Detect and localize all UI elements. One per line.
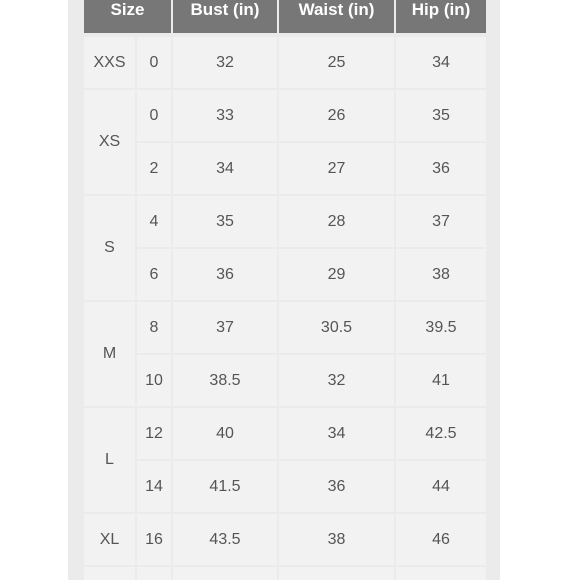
size-label-cell: L (84, 408, 135, 512)
numeric-size-cell: 8 (137, 302, 171, 353)
header-waist: Waist (in) (279, 0, 394, 33)
hip-cell: 39.5 (396, 302, 486, 353)
bust-cell: 43.5 (173, 514, 277, 565)
bust-cell: 32 (173, 37, 277, 88)
header-bust: Bust (in) (173, 0, 277, 33)
size-label-cell: XS (84, 90, 135, 194)
bust-cell: 38.5 (173, 355, 277, 406)
waist-cell: 26 (279, 90, 394, 141)
partial-row-cell (279, 567, 394, 580)
waist-cell: 34 (279, 408, 394, 459)
waist-cell: 27 (279, 143, 394, 194)
numeric-size-cell: 16 (137, 514, 171, 565)
hip-cell: 35 (396, 90, 486, 141)
hip-cell: 34 (396, 37, 486, 88)
size-label-cell: XL (84, 514, 135, 565)
numeric-size-cell: 4 (137, 196, 171, 247)
size-label-cell: XXS (84, 37, 135, 88)
hip-cell: 38 (396, 249, 486, 300)
partial-row-cell (84, 567, 135, 580)
size-label-cell: M (84, 302, 135, 406)
waist-cell: 28 (279, 196, 394, 247)
numeric-size-cell: 0 (137, 90, 171, 141)
partial-row-cell (137, 567, 171, 580)
bust-cell: 33 (173, 90, 277, 141)
partial-row-cell (173, 567, 277, 580)
hip-cell: 37 (396, 196, 486, 247)
hip-cell: 42.5 (396, 408, 486, 459)
numeric-size-cell: 12 (137, 408, 171, 459)
header-size: Size (84, 0, 171, 33)
bust-cell: 36 (173, 249, 277, 300)
waist-cell: 30.5 (279, 302, 394, 353)
bust-cell: 35 (173, 196, 277, 247)
waist-cell: 38 (279, 514, 394, 565)
hip-cell: 36 (396, 143, 486, 194)
numeric-size-cell: 2 (137, 143, 171, 194)
waist-cell: 32 (279, 355, 394, 406)
waist-cell: 36 (279, 461, 394, 512)
waist-cell: 29 (279, 249, 394, 300)
hip-cell: 44 (396, 461, 486, 512)
hip-cell: 41 (396, 355, 486, 406)
bust-cell: 37 (173, 302, 277, 353)
size-label-cell: S (84, 196, 135, 300)
numeric-size-cell: 14 (137, 461, 171, 512)
waist-cell: 25 (279, 37, 394, 88)
header-hip: Hip (in) (396, 0, 486, 33)
bust-cell: 40 (173, 408, 277, 459)
numeric-size-cell: 0 (137, 37, 171, 88)
partial-row-cell (396, 567, 486, 580)
hip-cell: 46 (396, 514, 486, 565)
numeric-size-cell: 10 (137, 355, 171, 406)
bust-cell: 34 (173, 143, 277, 194)
bust-cell: 41.5 (173, 461, 277, 512)
numeric-size-cell: 6 (137, 249, 171, 300)
